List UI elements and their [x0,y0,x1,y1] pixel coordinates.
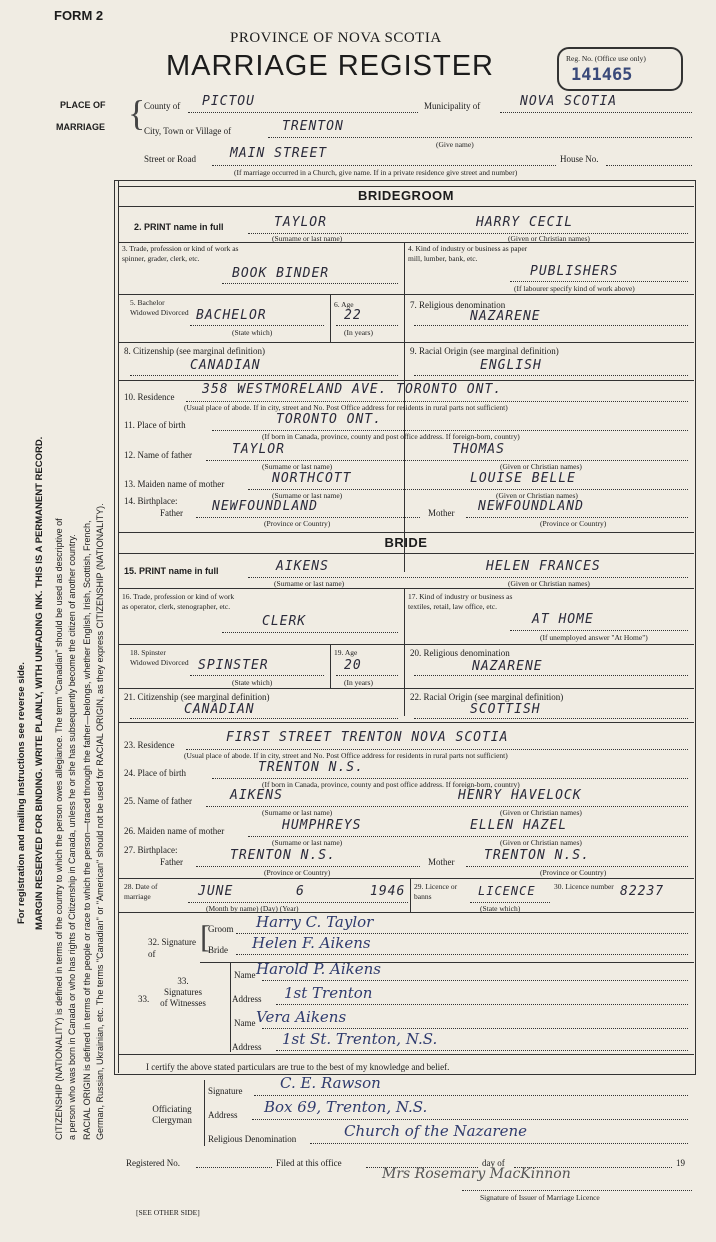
place-label-2: MARRIAGE [56,122,105,132]
q11-label: 11. Place of birth [124,420,186,430]
w1-addr-label: Address [232,994,262,1004]
mother-given-note: (Given or Christian names) [496,491,578,500]
q13-label: 13. Maiden name of mother [124,479,225,489]
groom-status: BACHELOR [196,308,267,323]
q33-label: 33. [138,994,150,1004]
municipality-value: NOVA SCOTIA [520,94,618,109]
groom-trade: BOOK BINDER [232,266,330,281]
witness1-name: Harold P. Aikens [256,960,381,978]
q12-label: 12. Name of father [124,450,192,460]
q14-label: 14. Birthplace: [124,496,178,506]
margin-line-5: RACIAL ORIGIN is defined in terms of the people or race to which the person—traced through the father—belongs, whether English, Irish, Scottish, French, [82,520,92,1140]
w2-addr-label: Address [232,1042,262,1052]
witness1-address: 1st Trenton [284,984,373,1002]
bride-birth-note: (If born in Canada, province, county and post office address. If foreign-born, country) [262,780,520,789]
groom-industry: PUBLISHERS [530,264,619,279]
q2-label [134,222,224,232]
q7-label: 7. Religious denomination [410,300,506,310]
witness2-address: 1st St. Trenton, N.S. [282,1030,438,1048]
q20-label: 20. Religious denomination [410,648,510,658]
bride-surname-note: (Surname or last name) [274,579,345,588]
groom-age: 22 [344,308,362,323]
groom-signature: Harry C. Taylor [256,913,374,931]
bride-age: 20 [344,658,362,673]
bride-birthplace: TRENTON N.S. [258,760,364,775]
bride-racial: SCOTTISH [470,702,541,717]
q27-label: 27. Birthplace: [124,845,178,855]
licence-or-banns: LICENCE [478,884,536,898]
witness-label: 33. Signatures of Witnesses [160,976,206,1008]
bride-industry-note: (If unemployed answer "At Home") [540,633,648,642]
q19-label: 19. Age [334,648,358,657]
municipality-label: Municipality of [424,101,481,111]
father-surname-note: (Surname or last name) [262,462,333,471]
groom-father-surname: TAYLOR [232,442,285,457]
q28-label: 28. Date of marriage [124,882,158,901]
q21-label: 21. Citizenship (see marginal definition) [124,692,270,702]
bride-status: SPINSTER [198,658,269,673]
bride-sig-label: Bride [208,945,228,955]
groom-residence: 358 WESTMORELAND AVE. TORONTO ONT. [202,382,503,397]
bridegroom-heading: BRIDEGROOM [358,188,454,203]
groom-mother-surname: NORTHCOTT [272,471,352,486]
q15-label: 15. PRINT name in full [124,566,219,576]
groom-father-bp: NEWFOUNDLAND [212,499,318,514]
groom-surname: TAYLOR [274,215,327,230]
given-note: (Given or Christian names) [508,234,590,243]
bride-prov-note-1: (Province or Country) [264,868,331,877]
q22-label: 22. Racial Origin (see marginal definition) [410,692,564,702]
bride-father-surname-note: (Surname or last name) [262,808,333,817]
bride-signature: Helen F. Aikens [252,934,371,952]
margin-line-3: CITIZENSHIP (NATIONALITY) is defined in terms of the country to which the person owes allegiance. The term "Canadian" should be used as descriptive of [54,518,64,1140]
residence-note: (Usual place of abode. If in city, street and No. Post Office address for residents in rural parts not sufficient) [184,403,508,412]
clergy-denomination: Church of the Nazarene [344,1122,527,1140]
bride-mother-bp: TRENTON N.S. [484,848,590,863]
county-value: PICTOU [202,94,255,109]
reg-no-label: Reg. No. (Office use only) [566,54,646,63]
q10-label: 10. Residence [124,392,175,402]
street-label: Street or Road [144,154,196,164]
bride-father-given: HENRY HAVELOCK [458,788,582,803]
margin-line-2: MARGIN RESERVED FOR BINDING. WRITE PLAINLY, WITH UNFADING INK. THIS IS A PERMANENT RECORD. [34,436,45,930]
licence-number: 82237 [620,884,665,899]
officiating-label: Officiating Clergyman [152,1104,192,1125]
q17-label: 17. Kind of industry or business as textiles, retail, law office, etc. [408,592,513,611]
birth-note: (If born in Canada, province, county and post office address. If foreign-born, country) [262,432,520,441]
q16-label: 16. Trade, profession or kind of work as operator, clerk, stenographer, etc. [122,592,235,611]
groom-mother-given: LOUISE BELLE [470,471,576,486]
bride-citizenship: CANADIAN [184,702,255,717]
place-label-1: PLACE OF [60,100,106,110]
issuer-signature: Mrs Rosemary MacKinnon [382,1166,571,1182]
date-note: (Month by name) (Day) (Year) [206,904,299,913]
bride-given-note: (Given or Christian names) [508,579,590,588]
licence-state-which: (State which) [480,904,521,913]
form-number: FORM 2 [54,8,104,23]
bride-father-bp-label: Father [160,857,183,867]
bride-mother-surname-note: (Surname or last name) [272,838,343,847]
w2-name-label: Name [234,1018,256,1028]
groom-sig-label: Groom [208,924,234,934]
q26-label: 26. Maiden name of mother [124,826,225,836]
q5-label: 5. Bachelor Widowed Divorced [130,298,189,317]
marriage-day: 6 [296,884,305,899]
state-which: (State which) [232,328,273,337]
brace-icon: { [128,93,146,133]
bride-father-surname: AIKENS [230,788,283,803]
q3-label: 3. Trade, profession or kind of work as spinner, grader, clerk, etc. [122,244,239,263]
bride-heading: BRIDE [384,535,428,550]
groom-father-given: THOMAS [452,442,505,457]
q2-text: 2. PRINT name in full [134,222,224,232]
mother-bp-label: Mother [428,508,455,518]
margin-line-1: For registration and mailing instructions see reverse side. [16,662,27,924]
bride-mother-given: ELLEN HAZEL [470,818,568,833]
bride-mother-given-note: (Given or Christian names) [500,838,582,847]
reg-no-value: 141465 [571,65,633,85]
bracket-icon: [ [200,918,211,954]
q23-label: 23. Residence [124,740,175,750]
house-label: House No. [560,154,599,164]
bride-in-years: (In years) [344,678,373,687]
clergy-sig-label: Signature [208,1086,243,1096]
q32-label: 32. Signature of [148,937,196,959]
groom-birthplace: TORONTO ONT. [276,412,382,427]
marriage-year: 1946 [370,884,406,899]
groom-racial: ENGLISH [480,358,542,373]
province-heading: PROVINCE OF NOVA SCOTIA [230,30,442,46]
surname-note: (Surname or last name) [272,234,343,243]
day-of-label: day of [482,1158,505,1168]
bride-father-bp: TRENTON N.S. [230,848,336,863]
bride-res-note: (Usual place of abode. If in city, street and No. Post Office address for residents in rural parts not sufficient) [184,751,508,760]
q18-label: 18. Spinster Widowed Divorced [130,648,189,667]
groom-religion: NAZARENE [470,309,541,324]
page-title: MARRIAGE REGISTER [166,50,494,82]
q8-label: 8. Citizenship (see marginal definition) [124,346,266,356]
clergy-signature: C. E. Rawson [280,1074,381,1092]
in-years: (In years) [344,328,373,337]
city-note: (Give name) [436,140,474,149]
county-label: County of [144,101,181,111]
marriage-month: JUNE [198,884,234,899]
clergy-addr-label: Address [208,1110,238,1120]
reg-no-box [557,47,683,91]
clergy-address: Box 69, Trenton, N.S. [264,1098,428,1116]
mother-surname-note: (Surname or last name) [272,491,343,500]
year19-label: 19 [676,1158,685,1168]
prov-note-2: (Province or Country) [540,519,607,528]
groom-mother-bp: NEWFOUNDLAND [478,499,584,514]
city-label: City, Town or Village of [144,126,232,136]
groom-citizenship: CANADIAN [190,358,261,373]
bride-given: HELEN FRANCES [486,559,601,574]
witness2-name: Vera Aikens [256,1008,347,1026]
w1-name-label: Name [234,970,256,980]
q29-label: 29. Licence or banns [414,882,458,901]
registered-label: Registered No. [126,1158,180,1168]
city-value: TRENTON [282,119,344,134]
street-note: (If marriage occurred in a Church, give name. If in a private residence give street and number) [234,168,518,177]
margin-line-4: a person who was born in Canada or who has rights of Citizenship in Canada, unless he or she has subsequently become the citizen of another country. [67,534,77,1140]
q24-label: 24. Place of birth [124,768,186,778]
bride-surname: AIKENS [276,559,329,574]
issuer-label: Signature of Issuer of Marriage Licence [480,1193,600,1202]
bride-trade: CLERK [262,614,307,629]
filed-label: Filed at this office [276,1158,342,1168]
bride-mother-bp-label: Mother [428,857,455,867]
father-bp-label: Father [160,508,183,518]
q6-label: 6. Age [334,300,354,309]
q25-label: 25. Name of father [124,796,192,806]
clergy-denom-label: Religious Denomination [208,1134,297,1144]
groom-given: HARRY CECIL [476,215,574,230]
father-given-note: (Given or Christian names) [500,462,582,471]
bride-mother-surname: HUMPHREYS [282,818,362,833]
bride-religion: NAZARENE [472,659,543,674]
q30-label: 30. Licence number [554,882,614,891]
street-value: MAIN STREET [230,146,328,161]
q9-label: 9. Racial Origin (see marginal definition) [410,346,559,356]
margin-line-6: German, Russian, Ukrainian, etc. The terms "Canadian" or "American" should not be used for RACIAL ORIGIN, as they express CITIZENSHIP (NATIONALITY). [95,503,105,1140]
bride-state-which: (State which) [232,678,273,687]
see-other-side: [SEE OTHER SIDE] [136,1208,200,1217]
prov-note-1: (Province or Country) [264,519,331,528]
bride-father-given-note: (Given or Christian names) [500,808,582,817]
industry-note: (If labourer specify kind of work above) [514,284,635,293]
q4-label: 4. Kind of industry or business as paper mill, lumber, bank, etc. [408,244,528,263]
certify-text: I certify the above stated particulars are true to the best of my knowledge and belief. [146,1062,450,1072]
bride-prov-note-2: (Province or Country) [540,868,607,877]
bride-industry: AT HOME [532,612,594,627]
bride-residence: FIRST STREET TRENTON NOVA SCOTIA [226,730,509,745]
